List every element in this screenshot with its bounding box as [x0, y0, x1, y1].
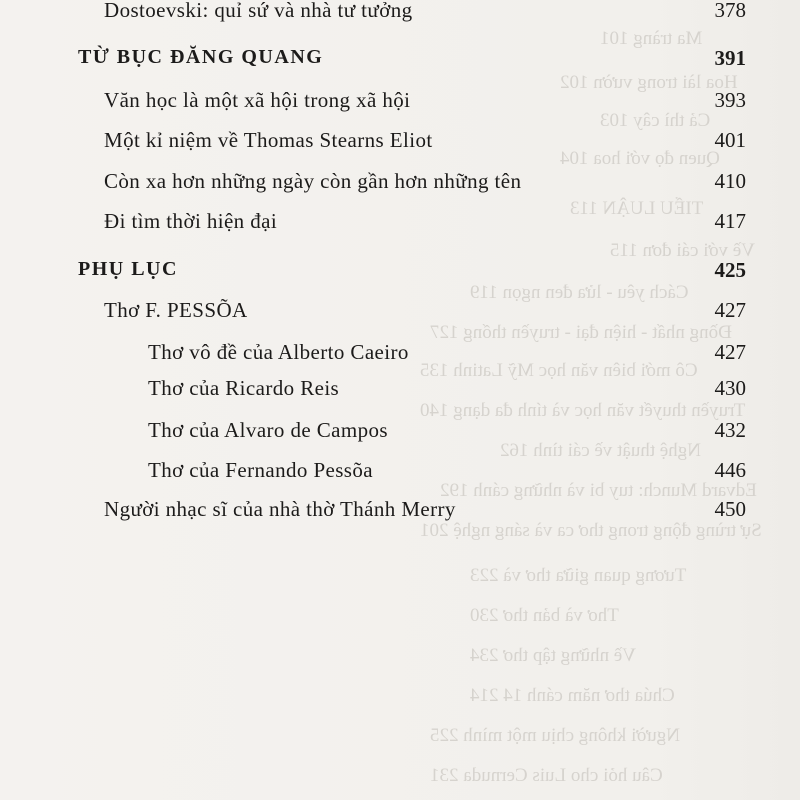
toc-subentry: [148, 458, 746, 486]
toc-entry: [104, 497, 746, 525]
toc-entry-title: Dostoevski: quỉ sứ và nhà tư tưởng: [104, 0, 413, 22]
toc-entry-title: Một kỉ niệm về Thomas Stearns Eliot: [104, 128, 433, 152]
section-title: TỪ BỤC ĐĂNG QUANG: [78, 46, 324, 68]
toc-entry-page: 430: [714, 376, 746, 400]
toc-entry-title: Thơ của Ricardo Reis: [148, 376, 340, 400]
toc-entry-page: 446: [714, 458, 746, 482]
toc-entry-title: Đi tìm thời hiện đại: [104, 209, 278, 233]
toc-entry-title: Thơ vô đề của Alberto Caeiro: [148, 340, 409, 364]
toc-entry-title: Thơ F. PESSÕA: [104, 298, 248, 322]
toc-entry-page: 378: [714, 0, 746, 22]
toc-entry-page: 427: [714, 340, 746, 364]
toc-entry-title: Còn xa hơn những ngày còn gần hơn những tên: [104, 169, 522, 193]
toc-entry-title: Thơ của Fernando Pessõa: [148, 458, 374, 482]
toc-entry-title: Thơ của Alvaro de Campos: [148, 418, 388, 442]
toc-subentry: [148, 340, 746, 368]
bleed-through-background: Ma tràng 101 Hoa lài trong vườn 102 Cả thì cây 103 Quen đọ với hoa 104 TIỂU LUẬN 113 Về với cái đơn 115 Cách yêu - lửa đen ngọn 119 Đồng nhất - hiện đại - truyền thống 127 Cô mới biên văn học Mỹ Latinh 135 Truyền thuyết văn học và tính đa dạng 140 Nghệ thuật về cái tình 162 Edvard Munch: tuy bi và những cánh 192 Sự trùng động trong thơ ca và sáng nghệ 201 Tương quan giữa thơ và 223 Thơ và bản thơ 230 Về những tập thơ 234 Chúa thơ năm cánh 14 214 Người không chịu một mình 225 Câu hỏi cho Luis Cernuda 231: [420, 28, 762, 786]
toc-entry: [104, 298, 746, 326]
toc-section-heading: [78, 46, 746, 74]
toc-entry: [104, 88, 746, 116]
toc-subentry: [148, 418, 746, 446]
toc-entry: [104, 209, 746, 237]
section-page: 425: [714, 258, 746, 282]
toc-entry-page: 417: [714, 209, 746, 233]
toc-entry-page: 432: [714, 418, 746, 442]
toc-entry: [104, 169, 746, 197]
section-title: PHỤ LỤC: [78, 258, 178, 280]
toc-entry: [104, 128, 746, 156]
toc-entry-page: 410: [714, 169, 746, 193]
toc-section-heading: [78, 258, 746, 286]
toc-entry: [104, 0, 746, 26]
section-page: 391: [714, 46, 746, 70]
toc-entry-title: Văn học là một xã hội trong xã hội: [104, 88, 411, 112]
toc-subentry: [148, 376, 746, 404]
toc-entry-page: 427: [714, 298, 746, 322]
toc-entry-page: 393: [714, 88, 746, 112]
toc-entry-page: 401: [714, 128, 746, 152]
toc-entry-title: Người nhạc sĩ của nhà thờ Thánh Merry: [104, 497, 456, 521]
toc-entry-page: 450: [714, 497, 746, 521]
